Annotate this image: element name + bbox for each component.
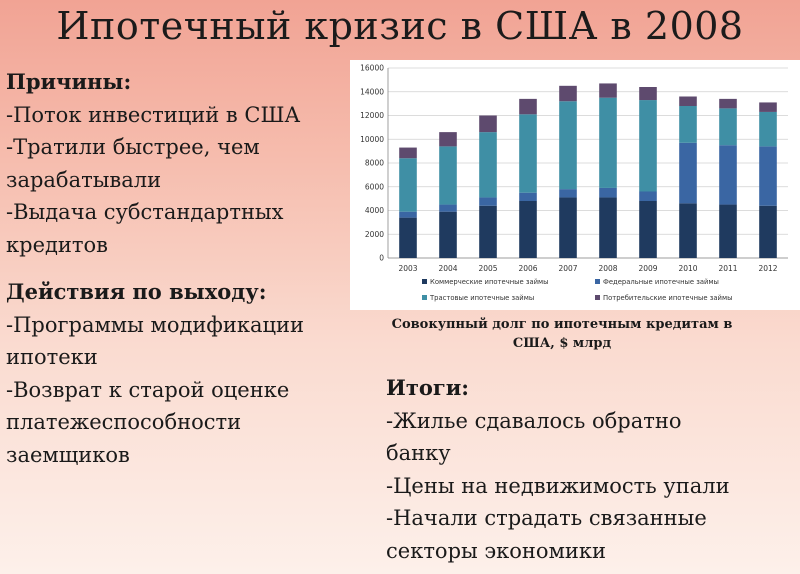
x-tick-label: 2008 — [598, 264, 618, 273]
x-tick-label: 2003 — [398, 264, 418, 273]
chart-caption-line-1: Совокупный долг по ипотечным кредитам в — [391, 317, 733, 332]
x-tick-label: 2012 — [758, 264, 778, 273]
bar-segment — [559, 101, 577, 189]
results-line: -Цены на недвижимость упали — [386, 473, 730, 498]
causes-line: -Выдача субстандартных — [6, 200, 284, 224]
chart-caption — [362, 315, 762, 353]
bar-segment — [519, 99, 537, 114]
bar-segment — [479, 116, 497, 133]
bar-segment — [399, 158, 417, 211]
x-tick-label: 2005 — [478, 264, 498, 273]
legend-label: Трастовые ипотечные займы — [430, 294, 535, 302]
results-section — [386, 372, 730, 567]
bar-segment — [639, 192, 657, 202]
actions-line: ипотеки — [6, 345, 98, 369]
results-line: -Жилье сдавалось обратно — [386, 408, 682, 433]
bar-segment — [599, 83, 617, 97]
y-tick-label: 0 — [379, 253, 384, 263]
mortgage-debt-chart — [350, 60, 800, 310]
bar-segment — [439, 212, 457, 258]
bar-segment — [679, 97, 697, 107]
bar-segment — [519, 114, 537, 192]
bar-segment — [639, 87, 657, 100]
bar-segment — [439, 132, 457, 146]
bar-segment — [679, 106, 697, 143]
results-line: банку — [386, 441, 451, 465]
bar-segment — [679, 143, 697, 204]
bar-segment — [559, 189, 577, 197]
y-tick-label: 12000 — [360, 111, 384, 120]
bar-segment — [639, 201, 657, 258]
actions-line: -Возврат к старой оценке — [6, 377, 290, 402]
bar-segment — [679, 203, 697, 258]
bar-segment — [399, 212, 417, 218]
bar-segment — [639, 100, 657, 191]
bar-segment — [759, 146, 777, 205]
causes-line: -Поток инвестиций в США — [6, 102, 301, 127]
bar-segment — [479, 132, 497, 197]
bar-segment — [599, 197, 617, 258]
legend-label: Потребительские ипотечные займы — [603, 294, 733, 302]
legend-swatch — [422, 295, 427, 300]
y-tick-label: 8000 — [364, 158, 384, 168]
bar-segment — [719, 99, 737, 109]
bar-segment — [399, 218, 417, 258]
bar-segment — [439, 146, 457, 204]
y-tick-label: 14000 — [360, 87, 384, 97]
bar-segment — [759, 206, 777, 258]
y-tick-label: 16000 — [360, 63, 384, 73]
actions-line: заемщиков — [6, 442, 130, 467]
bar-segment — [719, 145, 737, 204]
bar-segment — [519, 201, 537, 258]
bar-segment — [599, 98, 617, 188]
legend-swatch — [422, 279, 427, 284]
bar-segment — [759, 112, 777, 146]
actions-line: платежеспособности — [6, 410, 242, 434]
bar-segment — [439, 205, 457, 212]
actions-heading: Действия по выходу: — [6, 279, 267, 304]
legend-swatch — [595, 279, 600, 284]
y-tick-label: 2000 — [364, 229, 384, 239]
bar-segment — [479, 197, 497, 205]
causes-line: кредитов — [6, 232, 109, 257]
results-heading: Итоги: — [386, 375, 470, 400]
x-tick-label: 2006 — [518, 264, 538, 273]
x-tick-label: 2004 — [438, 264, 458, 273]
causes-line: зарабатывали — [6, 167, 162, 192]
results-line: -Начали страдать связанные — [386, 506, 707, 530]
chart-caption-line-2: США, $ млрд — [512, 336, 612, 351]
legend-label: Коммерческие ипотечные займы — [430, 278, 549, 286]
y-tick-label: 10000 — [360, 134, 384, 144]
bar-segment — [599, 188, 617, 198]
bar-segment — [759, 102, 777, 112]
x-tick-label: 2009 — [638, 264, 658, 273]
bar-segment — [719, 108, 737, 145]
bar-segment — [559, 197, 577, 258]
causes-line: -Тратили быстрее, чем — [6, 135, 260, 159]
bar-segment — [559, 86, 577, 101]
y-tick-label: 6000 — [364, 182, 384, 192]
causes-heading: Причины: — [6, 69, 132, 94]
chart-svg — [350, 60, 800, 310]
page-title: Ипотечный кризис в США в 2008 — [56, 4, 744, 48]
results-line: секторы экономики — [386, 538, 607, 563]
x-tick-label: 2007 — [558, 264, 578, 273]
legend-label: Федеральные ипотечные займы — [603, 278, 719, 286]
bar-segment — [399, 148, 417, 159]
x-tick-label: 2011 — [718, 264, 738, 273]
legend-swatch — [595, 295, 600, 300]
x-tick-label: 2010 — [678, 264, 698, 273]
actions-section — [6, 276, 304, 471]
causes-section — [6, 66, 300, 261]
actions-line: -Программы модификации — [6, 312, 304, 337]
bar-segment — [479, 206, 497, 258]
bar-segment — [719, 205, 737, 258]
bar-segment — [519, 193, 537, 201]
y-tick-label: 4000 — [364, 206, 384, 215]
